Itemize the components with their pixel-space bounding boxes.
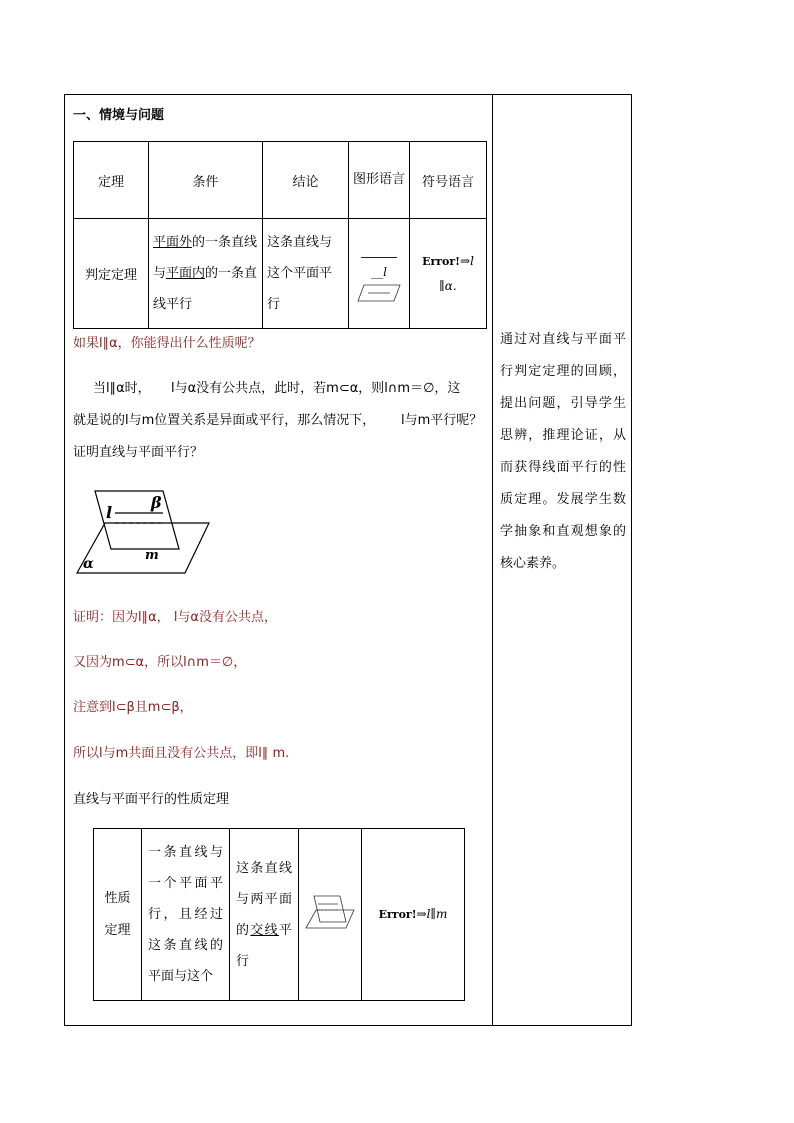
property-symbol-implies: ⇒l∥m [416, 907, 448, 921]
para-b: l与α没有公共点，此时，若m⊂α，则l∩m＝∅，这 [171, 381, 461, 396]
table-row [94, 829, 465, 1001]
header-condition: 条件 [149, 142, 263, 219]
property-condition: 一条直线与一个平面平行，且经过这条直线的平面与这个 [142, 829, 230, 1001]
para-c: 就是说的l与m位置关系是异面或平行，那么情况下， [73, 413, 376, 428]
section-title: 一、情境与问题 [73, 108, 165, 123]
property-conclusion [230, 829, 299, 1001]
row-symbol [410, 219, 487, 329]
header-theorem: 定理 [74, 142, 149, 219]
condition-part-outside: 平面外 [153, 235, 193, 250]
table-header-row [74, 142, 487, 219]
lesson-frame [64, 94, 632, 1026]
label-l: l [106, 503, 113, 522]
theorem-table [73, 141, 487, 329]
label-m: m [145, 548, 159, 563]
side-note: 通过对直线与平面平行判定定理的回顾，提出问题，引导学生思辨，推理论证，从而获得线面平行的性质定理。发展学生数学抽象和直观想象的核心素养。 [500, 332, 626, 571]
header-figure: 图形语言 [349, 142, 410, 219]
figure-blank-l: __l [371, 264, 387, 279]
question-text: 如果l∥α，你能得出什么性质呢？ [73, 336, 261, 351]
row-figure-cell [349, 219, 410, 329]
conclusion-b: 平行 [236, 922, 292, 969]
property-figure-cell [299, 829, 362, 1001]
condition-part-4: 的一条直线平行 [153, 266, 258, 312]
condition-part-2: 的一条直线与 [153, 235, 258, 281]
para-a: 当l∥α时， [93, 381, 151, 396]
table-row [74, 219, 487, 329]
planes-diagram [73, 487, 213, 579]
plane-figure-icon [356, 282, 402, 304]
column-divider [492, 95, 493, 1025]
figure-blank: ______ [361, 243, 397, 258]
proof-line-1: 证明：因为l∥α， l与α没有公共点， [73, 610, 277, 625]
property-name: 性质定理 [94, 829, 142, 1001]
header-symbol: 符号语言 [410, 142, 487, 219]
subtitle: 直线与平面平行的性质定理 [73, 792, 230, 807]
symbol-implies: ⇒l [460, 253, 474, 268]
label-alpha: α [83, 556, 94, 572]
proof-line-2: 又因为m⊂α，所以l∩m＝∅， [73, 655, 247, 670]
property-symbol [362, 829, 465, 1001]
conclusion-a: 这条直线与两平面的 [236, 860, 292, 938]
row-conclusion: 这条直线与这个平面平行 [263, 219, 349, 329]
property-table [93, 828, 465, 1001]
row-condition [149, 219, 263, 329]
property-symbol-error: Error! [378, 908, 417, 921]
condition-part-inside: 平面内 [166, 266, 206, 281]
para-e: 证明直线与平面平行？ [73, 445, 204, 460]
symbol-error: Error! [422, 254, 461, 268]
para-d: l与m平行呢？ [401, 413, 483, 428]
property-figure-icon [304, 894, 356, 932]
proof-line-3: 注意到l⊂β且m⊂β， [73, 700, 193, 715]
row-name: 判定定理 [74, 219, 149, 329]
header-conclusion: 结论 [263, 142, 349, 219]
label-beta: β [151, 493, 162, 512]
conclusion-intersection: 交线 [250, 922, 279, 938]
proof-line-4: 所以l与m共面且没有公共点，即l∥ m. [73, 746, 290, 761]
symbol-parallel: ∥α. [439, 278, 457, 293]
